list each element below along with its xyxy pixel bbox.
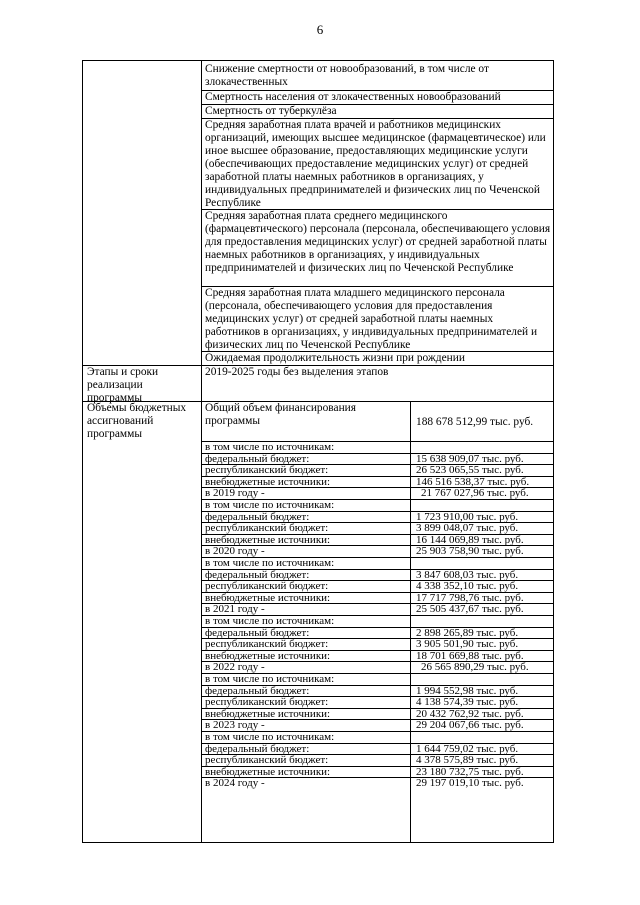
page-number: 6 bbox=[316, 22, 324, 37]
year-total-row-label: в 2023 году - bbox=[205, 719, 265, 732]
federal-row-label: федеральный бюджет: bbox=[205, 626, 310, 639]
extra-row-label: внебюджетные источники: bbox=[205, 765, 331, 778]
target-item: Смертность населения от злокачественных новообразований bbox=[205, 91, 501, 103]
republic-row-value: 3 905 501,90 тыс. руб. bbox=[416, 638, 519, 651]
target-item: Средняя заработная плата среднего медицинского (фармацевтического) персонала (персонала, обеспечивающего условия для предоставления медицинских услуг) от средней заработной платы наемных работников в организациях, у индивидуальных предпринимателей и физических лиц по Чеченской Республике bbox=[205, 210, 551, 274]
sources-label-label: в том числе по источникам: bbox=[205, 557, 335, 569]
extra-row-label: внебюджетные источники: bbox=[205, 707, 331, 720]
budget-total-label: Общий объем финансирования программы bbox=[205, 402, 357, 427]
federal-row-value: 2 898 265,89 тыс. руб. bbox=[416, 626, 519, 639]
republic-row-label: республиканский бюджет: bbox=[205, 754, 329, 767]
year-total-row-value: 21 767 027,96 тыс. руб. bbox=[421, 487, 529, 500]
target-item: Ожидаемая продолжительность жизни при рождении bbox=[205, 352, 465, 364]
year-total-row-label: в 2022 году - bbox=[205, 661, 265, 674]
year-total-row-label: в 2021 году - bbox=[205, 603, 265, 616]
sources-label-label: в том числе по источникам: bbox=[205, 615, 335, 627]
year-total-row-label: в 2019 году - bbox=[205, 487, 265, 500]
federal-row-value: 1 723 910,00 тыс. руб. bbox=[416, 510, 519, 523]
year-total-row-value: 25 903 758,90 тыс. руб. bbox=[416, 545, 524, 558]
republic-row-label: республиканский бюджет: bbox=[205, 580, 329, 593]
republic-row-value: 26 523 065,55 тыс. руб. bbox=[416, 464, 524, 477]
budget-total-value: 188 678 512,99 тыс. руб. bbox=[416, 416, 534, 428]
year-total-row-value: 25 505 437,67 тыс. руб. bbox=[416, 603, 524, 616]
federal-row-label: федеральный бюджет: bbox=[205, 452, 310, 465]
sources-label-label: в том числе по источникам: bbox=[205, 731, 335, 743]
extra-row-value: 16 144 069,89 тыс. руб. bbox=[416, 533, 524, 546]
year-total-row-label: в 2024 году - bbox=[205, 777, 265, 790]
target-item: Средняя заработная плата врачей и работников медицинских организаций, имеющих высшее медицинское (фармацевтическое) или иное высшее образование, предоставляющих медицинские услуги (обеспечивающих предоставление медицинских услуг) от средней заработной платы наемных работников в организациях, у индивидуальных предпринимателей и физических лиц по Чеченской Республике bbox=[205, 119, 546, 209]
extra-row-value: 23 180 732,75 тыс. руб. bbox=[416, 765, 524, 778]
stages-value: 2019-2025 годы без выделения этапов bbox=[205, 366, 389, 378]
year-total-row-value: 29 204 067,66 тыс. руб. bbox=[416, 719, 524, 732]
extra-row-value: 18 701 669,88 тыс. руб. bbox=[416, 649, 524, 662]
federal-row-value: 1 644 759,02 тыс. руб. bbox=[416, 742, 519, 755]
republic-row-label: республиканский бюджет: bbox=[205, 522, 329, 535]
republic-row-value: 4 138 574,39 тыс. руб. bbox=[416, 696, 519, 709]
sources-label-label: в том числе по источникам: bbox=[205, 673, 335, 685]
extra-row-value: 146 516 538,37 тыс. руб. bbox=[416, 475, 530, 488]
sources-label-label: в том числе по источникам: bbox=[205, 499, 335, 511]
extra-row-label: внебюджетные источники: bbox=[205, 649, 331, 662]
extra-row-value: 20 432 762,92 тыс. руб. bbox=[416, 707, 524, 720]
extra-row-label: внебюджетные источники: bbox=[205, 591, 331, 604]
sources-label-label: в том числе по источникам: bbox=[205, 441, 335, 453]
stages-label: Этапы и сроки реализации программы bbox=[87, 366, 159, 404]
republic-row-label: республиканский бюджет: bbox=[205, 464, 329, 477]
federal-row-label: федеральный бюджет: bbox=[205, 510, 310, 523]
federal-row-label: федеральный бюджет: bbox=[205, 684, 310, 697]
federal-row-label: федеральный бюджет: bbox=[205, 742, 310, 755]
federal-row-label: федеральный бюджет: bbox=[205, 568, 310, 581]
target-item: Снижение смертности от новообразований, в том числе от злокачественных bbox=[205, 63, 489, 88]
republic-row-value: 4 338 352,10 тыс. руб. bbox=[416, 580, 519, 593]
budget-label: Объемы бюджетных ассигнований программы bbox=[87, 402, 187, 440]
extra-row-label: внебюджетные источники: bbox=[205, 475, 331, 488]
year-total-row-label: в 2020 году - bbox=[205, 545, 265, 558]
republic-row-label: республиканский бюджет: bbox=[205, 696, 329, 709]
target-item: Средняя заработная плата младшего медицинского персонала (персонала, обеспечивающего условия для предоставления медицинских услуг) от средней заработной платы наемных работников в организациях, у индивидуальных предпринимателей и физических лиц по Чеченской Республике bbox=[205, 287, 538, 351]
federal-row-value: 15 638 909,07 тыс. руб. bbox=[416, 452, 524, 465]
republic-row-value: 4 378 575,89 тыс. руб. bbox=[416, 754, 519, 767]
target-item: Смертность от туберкулёза bbox=[205, 105, 337, 117]
federal-row-value: 1 994 552,98 тыс. руб. bbox=[416, 684, 519, 697]
year-total-row-value: 29 197 019,10 тыс. руб. bbox=[416, 777, 524, 790]
extra-row-label: внебюджетные источники: bbox=[205, 533, 331, 546]
federal-row-value: 3 847 608,03 тыс. руб. bbox=[416, 568, 519, 581]
extra-row-value: 17 717 798,76 тыс. руб. bbox=[416, 591, 524, 604]
republic-row-value: 3 899 048,07 тыс. руб. bbox=[416, 522, 519, 535]
republic-row-label: республиканский бюджет: bbox=[205, 638, 329, 651]
year-total-row-value: 26 565 890,29 тыс. руб. bbox=[421, 661, 529, 674]
passport-table bbox=[82, 60, 554, 843]
